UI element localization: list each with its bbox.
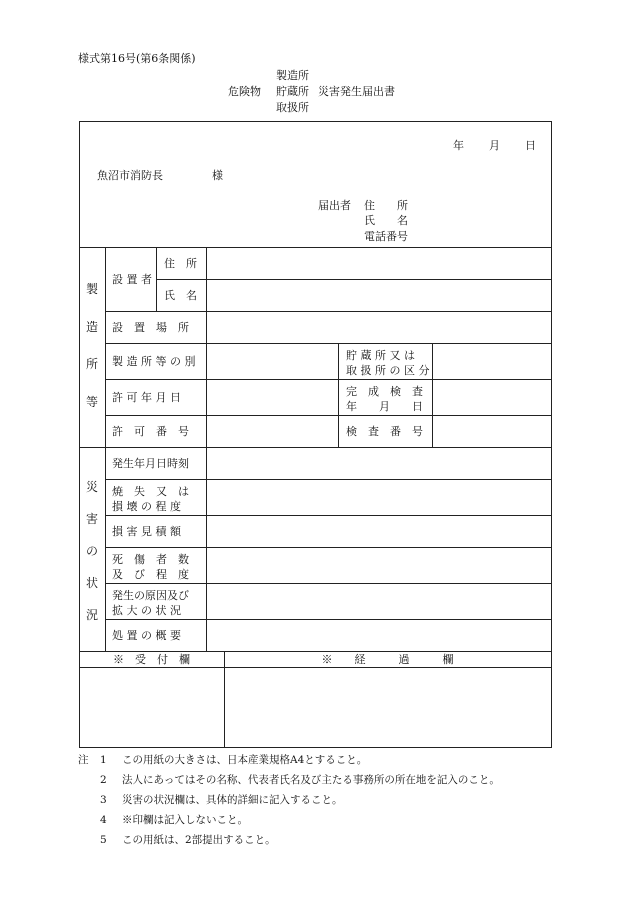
storage-class-label-1: 貯 蔵 所 又 は	[346, 349, 415, 362]
date-day: 日	[525, 139, 536, 152]
damage-label-2: 損 壊 の 程 度	[112, 500, 181, 513]
note-item: 注 1 この用紙の大きさは、日本産業規格A4とすること。	[78, 754, 368, 766]
title-left: 危険物	[228, 85, 261, 98]
title-stack-1: 製造所	[276, 69, 309, 82]
disaster-group-label: 災 害 の 状 況	[85, 479, 98, 622]
installer-label: 設 置 者	[112, 273, 152, 286]
title-stack-3: 取扱所	[276, 101, 309, 114]
storage-class-label-2: 取 扱 所 の 区 分	[346, 364, 430, 377]
applicant-name-label: 氏 名	[364, 214, 408, 227]
addressee-honorific: 様	[212, 169, 223, 182]
casualty-label-2: 及 び 程 度	[112, 568, 189, 581]
installer-address-label: 住 所	[164, 257, 197, 270]
applicant-label: 届出者	[318, 199, 351, 212]
installer-name-label: 氏 名	[164, 289, 197, 302]
facility-group-label: 製 造 所 等	[85, 282, 98, 409]
occurred-label: 発生年月日時刻	[112, 457, 189, 470]
addressee-name: 魚沼市消防長	[97, 169, 163, 182]
loss-label: 損 害 見 積 額	[112, 525, 181, 538]
title-stack-2: 貯蔵所	[276, 85, 309, 98]
applicant-address-label: 住 所	[364, 199, 408, 212]
casualty-label-1: 死 傷 者 数	[112, 553, 189, 566]
type-label: 製 造 所 等 の 別	[112, 355, 196, 368]
permit-number-label: 許 可 番 号	[112, 425, 189, 438]
damage-label-1: 焼 失 又 は	[112, 485, 189, 498]
date-month: 月	[489, 139, 500, 152]
action-label: 処 置 の 概 要	[112, 629, 181, 642]
cause-label-2: 拡 大 の 状 況	[112, 604, 181, 617]
note-item: 5 この用紙は、2部提出すること。	[100, 834, 276, 846]
inspection-number-label: 検 査 番 号	[346, 425, 423, 438]
note-item: 4 ※印欄は記入しないこと。	[100, 814, 248, 826]
date-year: 年	[453, 139, 464, 152]
location-label: 設 置 場 所	[112, 321, 189, 334]
applicant-phone-label: 電話番号	[364, 230, 408, 243]
form-number: 様式第16号(第6条関係)	[78, 52, 196, 65]
page-title: 災害発生届出書	[318, 85, 395, 98]
note-item: 2 法人にあってはその名称、代表者氏名及び主たる事務所の所在地を記入のこと。	[100, 774, 500, 786]
inspection-label: 完 成 検 査	[346, 385, 423, 398]
permit-date-label: 許 可 年 月 日	[112, 391, 181, 404]
inspection-date-label: 年 月 日	[346, 400, 423, 413]
cause-label-1: 発生の原因及び	[112, 589, 189, 602]
note-item: 3 災害の状況欄は、具体的詳細に記入すること。	[100, 794, 343, 806]
reception-header: ※ 受 付 欄	[113, 653, 190, 666]
notes	[78, 750, 500, 850]
progress-header: ※ 経 過 欄	[321, 653, 454, 666]
